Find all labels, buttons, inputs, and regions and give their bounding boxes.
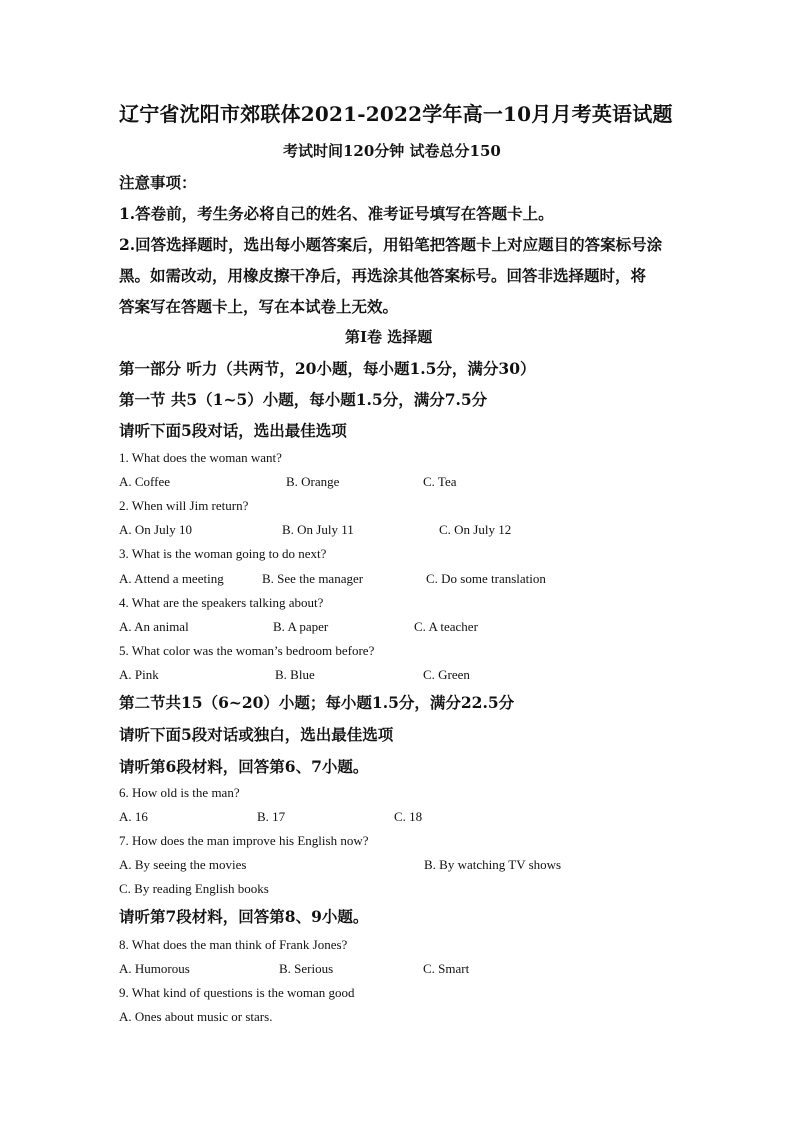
question-6: 6. How old is the man? [119,785,240,800]
question-2-option-c: C. On July 12 [439,522,512,537]
question-7-option-a: A. By seeing the movies [119,857,247,872]
volume-heading: 第Ⅰ卷 选择题 [345,328,433,346]
part1-heading: 第一部分 听力（共两节，20小题，每小题1.5分，满分30） [119,359,536,378]
material-6-heading: 请听第6段材料，回答第6、7小题。 [119,757,369,776]
question-6-option-a: A. 16 [119,809,148,824]
section1-instruction: 请听下面5段对话，选出最佳选项 [119,421,347,440]
question-7: 7. How does the man improve his English now? [119,833,369,848]
question-5: 5. What color was the woman’s bedroom before? [119,643,375,658]
question-1-option-b: B. Orange [286,474,340,489]
question-9: 9. What kind of questions is the woman good [119,985,355,1000]
question-3-option-a: A. Attend a meeting [119,571,224,586]
question-1-option-a: A. Coffee [119,474,171,489]
question-1-option-c: C. Tea [423,474,457,489]
question-8-option-a: A. Humorous [119,961,190,976]
question-7-option-c: C. By reading English books [119,881,269,896]
question-4-option-b: B. A paper [273,619,329,634]
question-3-option-c: C. Do some translation [426,571,546,586]
question-8-option-b: B. Serious [279,961,334,976]
question-2-option-a: A. On July 10 [119,522,192,537]
question-6-option-c: C. 18 [394,809,423,824]
question-8: 8. What does the man think of Frank Jones? [119,937,348,952]
question-4: 4. What are the speakers talking about? [119,595,324,610]
material-7-heading: 请听第7段材料，回答第8、9小题。 [119,907,369,926]
question-7-option-b: B. By watching TV shows [424,857,562,872]
exam-subtitle: 考试时间120分钟 试卷总分150 [283,142,501,160]
question-5-option-b: B. Blue [275,667,315,682]
question-2: 2. When will Jim return? [119,498,249,513]
notice-line-1: 1.答卷前，考生务必将自己的姓名、准考证号填写在答题卡上。 [119,204,554,223]
question-8-option-c: C. Smart [423,961,470,976]
question-4-option-a: A. An animal [119,619,189,634]
notice-heading: 注意事项： [119,173,197,192]
exam-title: 辽宁省沈阳市郊联体2021-2022学年高一10月月考英语试题 [119,102,673,126]
question-6-option-b: B. 17 [257,809,286,824]
question-5-option-c: C. Green [423,667,470,682]
question-9-option-a: A. Ones about music or stars. [119,1009,273,1024]
notice-line-2a: 2.回答选择题时，选出每小题答案后，用铅笔把答题卡上对应题目的答案标号涂 [119,235,663,254]
question-4-option-c: C. A teacher [414,619,478,634]
section2-heading: 第二节共15（6~20）小题；每小题1.5分，满分22.5分 [119,693,515,712]
notice-line-2c: 答案写在答题卡上，写在本试卷上无效。 [119,297,399,316]
question-3-option-b: B. See the manager [262,571,364,586]
notice-line-2b: 黑。如需改动，用橡皮擦干净后，再选涂其他答案标号。回答非选择题时，将 [119,266,647,285]
section2-instruction: 请听下面5段对话或独白，选出最佳选项 [119,725,394,744]
section1-heading: 第一节 共5（1~5）小题，每小题1.5分，满分7.5分 [119,390,488,409]
question-5-option-a: A. Pink [119,667,159,682]
question-1: 1. What does the woman want? [119,450,282,465]
question-2-option-b: B. On July 11 [282,522,354,537]
question-3: 3. What is the woman going to do next? [119,546,327,561]
